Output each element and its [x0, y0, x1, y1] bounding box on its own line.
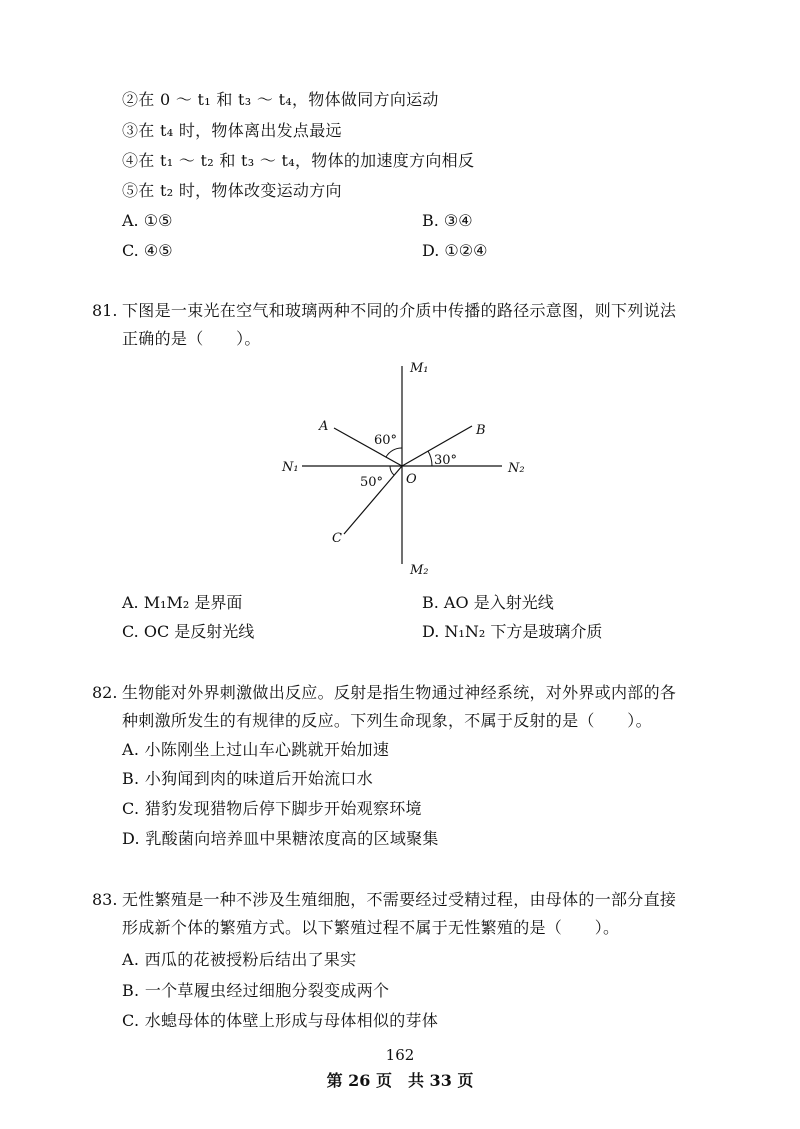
label-angle-50: 50°	[360, 475, 384, 490]
question-81-text-line1: 下图是一束光在空气和玻璃两种不同的介质中传播的路径示意图，则下列说法	[122, 301, 677, 320]
page-number-stamp: 162	[385, 1046, 415, 1064]
q81-option-d: D. N₁N₂ 下方是玻璃介质	[422, 622, 603, 641]
q81-option-a: A. M₁M₂ 是界面	[122, 593, 243, 612]
q83-option-b: B. 一个草履虫经过细胞分裂变成两个	[122, 981, 390, 1000]
arc-60	[386, 448, 402, 457]
option-a: A. ①⑤	[122, 211, 173, 230]
label-b: B	[476, 423, 486, 438]
option-c: C. ④⑤	[122, 241, 173, 260]
option-b: B. ③④	[422, 211, 473, 230]
label-n2: N₂	[508, 461, 525, 476]
statement-3: ③在 t₄ 时，物体离出发点最远	[122, 121, 342, 140]
statement-2: ②在 0 ～ t₁ 和 t₃ ～ t₄，物体做同方向运动	[122, 90, 439, 109]
statement-5: ⑤在 t₂ 时，物体改变运动方向	[122, 181, 342, 200]
q83-option-c: C. 水螅母体的体壁上形成与母体相似的芽体	[122, 1011, 439, 1030]
label-m1: M₁	[410, 361, 429, 376]
label-c: C	[332, 531, 342, 546]
question-82-text-line2: 种刺激所发生的有规律的反应。下列生命现象，不属于反射的是（ ）。	[122, 711, 652, 730]
question-81-number: 81.	[92, 301, 118, 320]
q82-option-d: D. 乳酸菌向培养皿中果糖浓度高的区域聚集	[122, 829, 439, 848]
q81-option-b: B. AO 是入射光线	[422, 593, 554, 612]
question-82-number: 82.	[92, 683, 118, 702]
q82-option-c: C. 猎豹发现猎物后停下脚步开始观察环境	[122, 799, 422, 818]
light-path-diagram	[270, 352, 540, 582]
option-d: D. ①②④	[422, 241, 488, 260]
arc-50	[390, 466, 394, 475]
label-angle-30: 30°	[434, 453, 458, 468]
label-a: A	[319, 419, 329, 434]
label-m2: M₂	[410, 563, 429, 578]
question-81-text-line2: 正确的是（ ）。	[122, 329, 261, 348]
q83-option-a: A. 西瓜的花被授粉后结出了果实	[122, 950, 357, 969]
question-83-number: 83.	[92, 890, 118, 909]
q82-option-b: B. 小狗闻到肉的味道后开始流口水	[122, 769, 374, 788]
q81-option-c: C. OC 是反射光线	[122, 622, 255, 641]
label-angle-60: 60°	[374, 433, 398, 448]
question-83-text-line2: 形成新个体的繁殖方式。以下繁殖过程不属于无性繁殖的是（ ）。	[122, 918, 620, 937]
question-83-text-line1: 无性繁殖是一种不涉及生殖细胞，不需要经过受精过程，由母体的一部分直接	[122, 890, 677, 909]
label-o: O	[406, 472, 417, 487]
q82-option-a: A. 小陈刚坐上过山车心跳就开始加速	[122, 740, 390, 759]
question-82-text-line1: 生物能对外界刺激做出反应。反射是指生物通过神经系统，对外界或内部的各	[122, 683, 677, 702]
page-footer: 第 26 页 共 33 页	[326, 1071, 474, 1090]
label-n1: N₁	[282, 460, 299, 475]
statement-4: ④在 t₁ ～ t₂ 和 t₃ ～ t₄，物体的加速度方向相反	[122, 151, 475, 170]
arc-30	[428, 451, 432, 466]
